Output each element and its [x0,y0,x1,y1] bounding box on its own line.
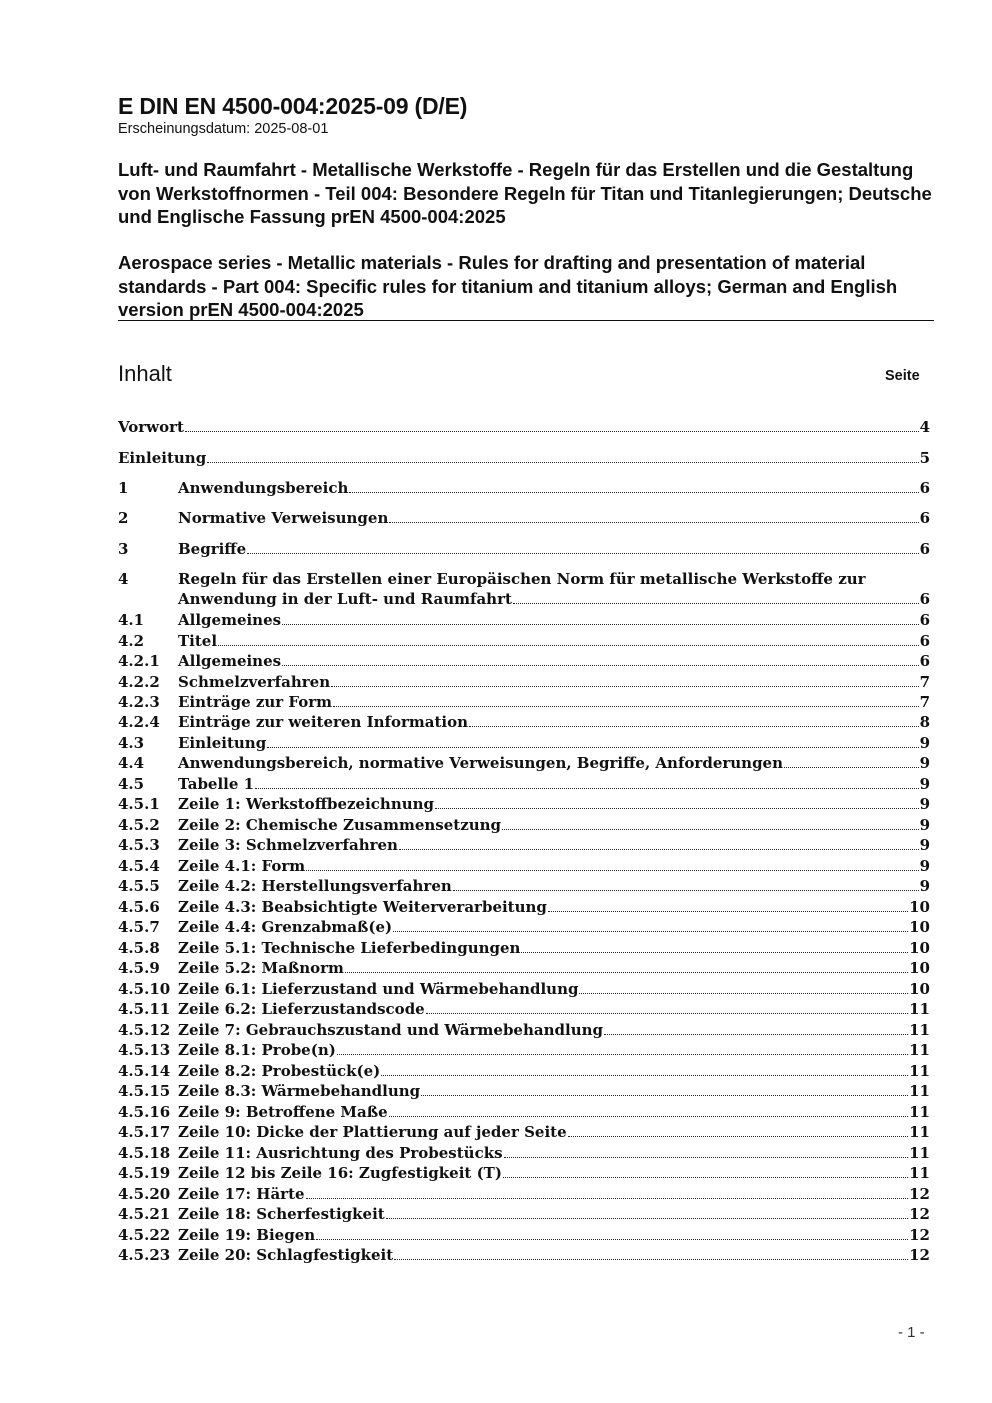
toc-entry[interactable] [118,631,930,651]
toc-entry-line [178,1122,930,1142]
toc-entry-line [178,631,930,651]
toc-entry[interactable] [118,938,930,958]
toc-entry-page: 9 [919,877,930,895]
toc-entry-page: 10 [909,918,930,936]
toc-entry-number: 4.5.6 [118,898,160,916]
toc-entry[interactable] [118,448,930,468]
toc-entry-number: 4.5.8 [118,939,160,957]
toc-entry-line [118,417,930,437]
toc-entry-number: 4.4 [118,754,145,772]
toc-entry-number: 4.5.18 [118,1144,171,1162]
toc-entry-title: Zeile 4.2: Herstellungsverfahren [178,877,452,895]
toc-entry-number: 4.5.3 [118,836,160,854]
toc-entry-number: 4.2.4 [118,713,160,731]
toc-entry-page: 6 [919,509,930,527]
toc-dot-leader [503,1177,908,1178]
toc-entry-line [178,1163,930,1183]
toc-entry-page: 11 [909,1103,930,1121]
toc-entry-line [178,651,930,671]
toc-entry-number: 4.1 [118,611,145,629]
toc-entry-number: 4.5.15 [118,1082,171,1100]
toc-entry[interactable] [118,1204,930,1224]
toc-entry-line [178,835,930,855]
toc-entry-line [178,1225,930,1245]
toc-entry-line [178,712,930,732]
toc-entry-title: Einleitung [178,734,267,752]
toc-entry[interactable] [118,897,930,917]
toc-entry-page: 11 [909,1000,930,1018]
publication-date: Erscheinungsdatum: 2025-08-01 [118,121,329,137]
toc-dot-leader [386,1218,908,1219]
toc-entry-line [178,897,930,917]
toc-entry-title: Zeile 17: Härte [178,1185,305,1203]
toc-dot-leader [337,1054,908,1055]
toc-dot-leader [784,767,919,768]
toc-entry-line [178,733,930,753]
toc-entry-title: Zeile 4.4: Grenzabmaß(e) [178,918,393,936]
toc-entry-number: 4.5.12 [118,1021,171,1039]
toc-entry-title: Zeile 8.3: Wärmebehandlung [178,1082,421,1100]
toc-entry-number: 4.5.23 [118,1246,171,1264]
page-number: - 1 - [898,1324,925,1341]
toc-entry-title: Titel [178,632,218,650]
toc-entry-title: Begriffe [178,540,247,558]
toc-entry-page: 10 [909,939,930,957]
toc-entry-number: 4.2.2 [118,673,160,691]
toc-entry[interactable] [118,1163,930,1183]
toc-entry-title: Zeile 10: Dicke der Plattierung auf jeder Seite [178,1123,567,1141]
toc-dot-leader [218,645,919,646]
toc-entry-title: Allgemeines [178,652,282,670]
toc-entry-page: 12 [909,1185,930,1203]
toc-entry-line [178,672,930,692]
toc-entry-title-line1: Regeln für das Erstellen einer Europäischen Norm für metallische Werkstoffe zur [178,570,866,588]
toc-entry-number: 4.5.16 [118,1103,171,1121]
document-id: E DIN EN 4500-004:2025-09 (D/E) [118,93,468,119]
toc-entry-page: 11 [909,1082,930,1100]
toc-entry[interactable] [118,1143,930,1163]
toc-entry-title: Zeile 20: Schlagfestigkeit [178,1246,394,1264]
toc-entry-page: 10 [909,959,930,977]
toc-dot-leader [453,890,919,891]
toc-dot-leader [267,747,918,748]
toc-entry-number: 4.5.7 [118,918,160,936]
toc-entry-page: 6 [919,611,930,629]
toc-entry-number: 4 [118,570,129,588]
title-german: Luft- und Raumfahrt - Metallische Werkstoffe - Regeln für das Erstellen und die Gestaltung von Werkstoffnormen - Teil 004: Besondere Regeln für Titan und Titanlegierungen; Deutsche und Englische Fassung prEN 4500-004:2025 [118,159,932,227]
toc-entry-number: 4.5 [118,775,145,793]
toc-entry-line [178,610,930,630]
toc-dot-leader [435,808,919,809]
toc-entry-line [178,753,930,773]
toc-entry-line [178,979,930,999]
toc-dot-leader [426,1013,908,1014]
toc-dot-leader [255,788,918,789]
toc-entry-page: 9 [919,816,930,834]
toc-entry-number: 4.5.22 [118,1226,171,1244]
toc-entry-line [178,1102,930,1122]
toc-entry[interactable] [118,1122,930,1142]
title-english: Aerospace series - Metallic materials - Rules for drafting and presentation of material standards - Part 004: Specific rules for titanium and titanium alloys; German and English version prEN 4500-004:2025 [118,252,898,320]
toc-dot-leader [394,1259,908,1260]
toc-entry-number: 4.5.13 [118,1041,171,1059]
toc-entry[interactable] [118,1245,930,1265]
toc-dot-leader [306,870,918,871]
toc-entry-line [178,478,930,498]
toc-entry[interactable] [118,1020,930,1040]
toc-entry-title: Zeile 1: Werkstoffbezeichnung [178,795,435,813]
toc-dot-leader [513,603,919,604]
toc-entry[interactable] [118,692,930,712]
toc-dot-leader [207,462,918,463]
toc-entry-line [178,1061,930,1081]
toc-dot-leader [568,1136,908,1137]
toc-entry-title: Zeile 5.1: Technische Lieferbedingungen [178,939,521,957]
toc-entry-page: 12 [909,1205,930,1223]
toc-entry-number: 4.2.3 [118,693,160,711]
toc-entry-line [178,938,930,958]
toc-page-column-label: Seite [885,368,920,384]
toc-entry-line [178,856,930,876]
toc-entry-title: Zeile 4.3: Beabsichtigte Weiterverarbeitung [178,898,547,916]
toc-entry-line [178,1020,930,1040]
toc-entry-title: Einleitung [118,449,207,467]
toc-entry[interactable] [118,569,930,609]
toc-dot-leader [316,1239,908,1240]
toc-dot-leader [502,829,919,830]
toc-entry-page: 11 [909,1123,930,1141]
toc-entry[interactable] [118,753,930,773]
toc-entry-page: 11 [909,1021,930,1039]
toc-dot-leader [399,849,919,850]
toc-entry-number: 4.3 [118,734,145,752]
toc-entry-number: 4.5.17 [118,1123,171,1141]
toc-dot-leader [349,492,918,493]
toc-entry-number: 4.5.9 [118,959,160,977]
toc-entry-line [178,692,930,712]
toc-entry-page: 9 [919,795,930,813]
toc-entry-line [178,876,930,896]
toc-entry-page: 11 [909,1062,930,1080]
toc-entry-page: 11 [909,1144,930,1162]
toc-entry-title: Zeile 8.2: Probestück(e) [178,1062,381,1080]
toc-entry[interactable] [118,1040,930,1060]
toc-entry-title: Schmelzverfahren [178,673,331,691]
toc-entry-page: 6 [919,632,930,650]
toc-entry-page: 6 [919,652,930,670]
toc-entry[interactable] [118,774,930,794]
toc-entry-page: 6 [919,590,930,608]
toc-entry-number: 4.5.2 [118,816,160,834]
toc-entry-page: 7 [919,693,930,711]
toc-entry-title: Einträge zur weiteren Information [178,713,469,731]
toc-entry-title: Zeile 9: Betroffene Maße [178,1103,388,1121]
toc-entry-number: 4.5.20 [118,1185,171,1203]
toc-dot-leader [579,993,908,994]
toc-dot-leader [521,952,908,953]
toc-dot-leader [548,911,908,912]
toc-entry-page: 8 [919,713,930,731]
title-divider [118,320,934,321]
toc-entry[interactable] [118,1081,930,1101]
toc-entry-number: 4.2 [118,632,145,650]
toc-entry-page: 6 [919,540,930,558]
toc-entry-title: Einträge zur Form [178,693,332,711]
toc-entry-page: 9 [919,857,930,875]
toc-entry[interactable] [118,1102,930,1122]
toc-entry-line [178,999,930,1019]
toc-entry[interactable] [118,835,930,855]
toc-entry-line [178,1143,930,1163]
toc-entry-page: 7 [919,673,930,691]
toc-dot-leader [306,1198,909,1199]
toc-entry-number: 4.5.11 [118,1000,171,1018]
toc-entry-number: 4.5.19 [118,1164,171,1182]
toc-entry-title: Zeile 7: Gebrauchszustand und Wärmebehandlung [178,1021,603,1039]
toc-entry-line [178,917,930,937]
toc-dot-leader [421,1095,908,1096]
toc-entry-number: 4.5.4 [118,857,160,875]
toc-dot-leader [389,522,918,523]
toc-dot-leader [282,624,918,625]
toc-heading: Inhalt [118,361,172,386]
toc-entry[interactable] [118,815,930,835]
toc-dot-leader [504,1157,909,1158]
toc-dot-leader [381,1075,908,1076]
toc-entry[interactable] [118,856,930,876]
toc-entry-title: Zeile 3: Schmelzverfahren [178,836,398,854]
toc-entry-number: 1 [118,479,129,497]
toc-entry-line [178,774,930,794]
toc-entry-title: Vorwort [118,418,184,436]
toc-entry[interactable] [118,478,930,498]
toc-entry-title: Normative Verweisungen [178,509,389,527]
toc-entry-line [178,1184,930,1204]
toc-entry-title: Anwendungsbereich, normative Verweisungen, Begriffe, Anforderungen [178,754,784,772]
toc-entry[interactable] [118,651,930,671]
toc-dot-leader [604,1034,908,1035]
toc-entry[interactable] [118,539,930,559]
toc-entry-title: Zeile 19: Biegen [178,1226,316,1244]
toc-entry-line [178,508,930,528]
toc-entry[interactable] [118,999,930,1019]
toc-entry-page: 12 [909,1246,930,1264]
toc-entry-page: 11 [909,1164,930,1182]
toc-entry-title: Allgemeines [178,611,282,629]
toc-entry-number: 4.5.1 [118,795,160,813]
toc-entry-title: Zeile 18: Scherfestigkeit [178,1205,385,1223]
toc-entry[interactable] [118,958,930,978]
toc-entry-number: 4.5.21 [118,1205,171,1223]
toc-entry[interactable] [118,1061,930,1081]
toc-entry-line [178,1245,930,1265]
toc-entry-page: 5 [919,449,930,467]
toc-entry-number: 4.5.10 [118,980,171,998]
toc-entry-number: 4.5.5 [118,877,160,895]
toc-entry[interactable] [118,610,930,630]
toc-entry-number: 2 [118,509,129,527]
toc-dot-leader [282,665,918,666]
toc-dot-leader [333,706,919,707]
toc-entry-title: Anwendung in der Luft- und Raumfahrt [178,590,512,608]
toc-entry[interactable] [118,1184,930,1204]
toc-entry-title: Zeile 6.1: Lieferzustand und Wärmebehandlung [178,980,579,998]
toc-entry-page: 9 [919,775,930,793]
toc-entry[interactable] [118,979,930,999]
toc-entry-page: 12 [909,1226,930,1244]
toc-entry-number: 4.2.1 [118,652,160,670]
toc-entry-line [178,539,930,559]
toc-entry-title: Zeile 12 bis Zeile 16: Zugfestigkeit (T) [178,1164,502,1182]
toc-entry[interactable] [118,508,930,528]
toc-entry-page: 4 [919,418,930,436]
toc-entry-title: Zeile 2: Chemische Zusammensetzung [178,816,502,834]
toc-dot-leader [469,726,919,727]
toc-dot-leader [393,931,908,932]
toc-entry-page: 6 [919,479,930,497]
toc-entry-line [178,1040,930,1060]
toc-entry-line [178,958,930,978]
toc-entry[interactable] [118,712,930,732]
toc-entry-title: Anwendungsbereich [178,479,349,497]
toc-entry-title: Zeile 5.2: Maßnorm [178,959,344,977]
toc-entry[interactable] [118,733,930,753]
toc-entry[interactable] [118,1225,930,1245]
toc-entry-title: Zeile 8.1: Probe(n) [178,1041,336,1059]
toc-entry-page: 9 [919,734,930,752]
toc-entry-number: 3 [118,540,129,558]
toc-entry[interactable] [118,876,930,896]
toc-entry-title: Tabelle 1 [178,775,255,793]
toc-entry-title: Zeile 4.1: Form [178,857,306,875]
toc-dot-leader [345,972,908,973]
toc-entry-title: Zeile 11: Ausrichtung des Probestücks [178,1144,503,1162]
toc-entry[interactable] [118,917,930,937]
toc-entry-line [118,448,930,468]
toc-entry-page: 10 [909,980,930,998]
toc-dot-leader [185,431,919,432]
toc-dot-leader [247,553,918,554]
toc-entry-line [178,794,930,814]
toc-entry[interactable] [118,672,930,692]
toc-entry-number: 4.5.14 [118,1062,171,1080]
toc-entry-line [178,1204,930,1224]
toc-entry-page: 9 [919,754,930,772]
toc-entry-page: 11 [909,1041,930,1059]
toc-entry[interactable] [118,794,930,814]
toc-dot-leader [331,686,918,687]
toc-entry-line [178,1081,930,1101]
toc-entry-page: 10 [909,898,930,916]
toc-entry-line [178,815,930,835]
toc-entry[interactable] [118,417,930,437]
toc-entry-page: 9 [919,836,930,854]
toc-dot-leader [389,1116,908,1117]
toc-entry-title: Zeile 6.2: Lieferzustandscode [178,1000,425,1018]
toc-entry-line [178,589,930,609]
